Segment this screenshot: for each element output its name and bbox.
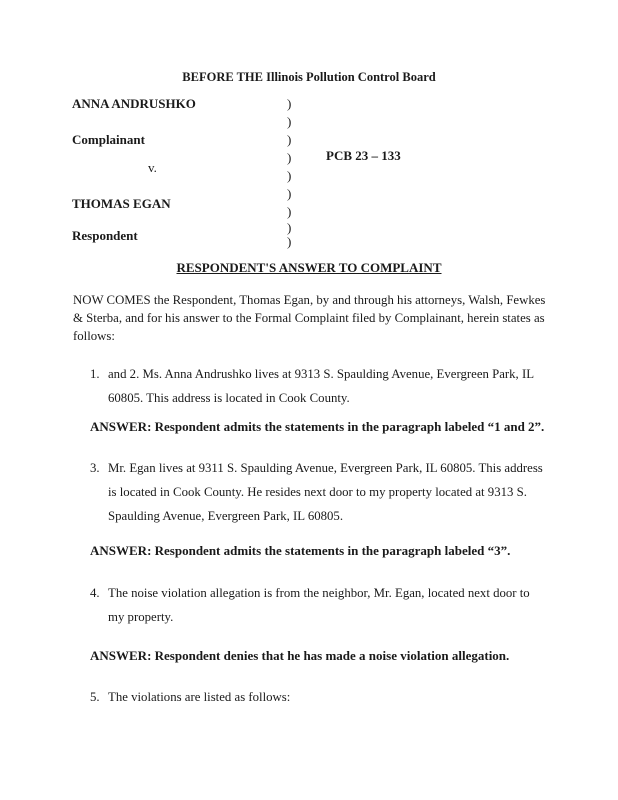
caption-paren: ) — [287, 96, 292, 111]
caption-paren: ) — [287, 186, 292, 201]
caption-paren: ) — [287, 220, 292, 235]
answer-text: ANSWER: Respondent denies that he has made a noise violation allegation. — [90, 648, 510, 663]
item-number: 1. — [90, 367, 100, 381]
respondent-label: Respondent — [72, 228, 138, 243]
caption-paren: ) — [287, 234, 292, 249]
caption-paren: ) — [287, 150, 292, 165]
court-title: BEFORE THE Illinois Pollution Control Board — [182, 70, 436, 84]
caption-paren: ) — [287, 114, 292, 129]
item-number: 5. — [90, 690, 100, 704]
item-text: The violations are listed as follows: — [108, 690, 291, 704]
list-item — [90, 581, 545, 629]
item-text: and 2. Ms. Anna Andrushko lives at 9313 S. Spaulding Avenue, Evergreen Park, IL 60805. This address is located in Cook County. — [108, 367, 534, 405]
item-number: 3. — [90, 461, 100, 475]
list-item — [90, 685, 545, 709]
document-heading: RESPONDENT'S ANSWER TO COMPLAINT — [176, 260, 442, 275]
item-text: Mr. Egan lives at 9311 S. Spaulding Avenue, Evergreen Park, IL 60805. This address is located in Cook County. He resides next door to my property located at 9313 S. Spaulding Avenue, Evergreen Park, IL 60805. — [108, 461, 543, 523]
item-number: 4. — [90, 586, 100, 600]
list-item — [90, 362, 545, 410]
caption-paren: ) — [287, 132, 292, 147]
list-item — [90, 456, 545, 528]
versus: v. — [148, 160, 157, 175]
intro-paragraph: NOW COMES the Respondent, Thomas Egan, by and through his attorneys, Walsh, Fewkes & Sterba, and for his answer to the Formal Complaint filed by Complainant, herein states as follows: — [73, 293, 546, 343]
case-number: PCB 23 – 133 — [326, 148, 401, 163]
caption-paren: ) — [287, 168, 292, 183]
answer-text: ANSWER: Respondent admits the statements in the paragraph labeled “3”. — [90, 543, 511, 558]
complainant-name: ANNA ANDRUSHKO — [72, 96, 196, 111]
item-text: The noise violation allegation is from the neighbor, Mr. Egan, located next door to my property. — [108, 586, 530, 624]
respondent-name: THOMAS EGAN — [72, 196, 171, 211]
complainant-label: Complainant — [72, 132, 145, 147]
caption-paren: ) — [287, 204, 292, 219]
answer-text: ANSWER: Respondent admits the statements in the paragraph labeled “1 and 2”. — [90, 419, 545, 434]
